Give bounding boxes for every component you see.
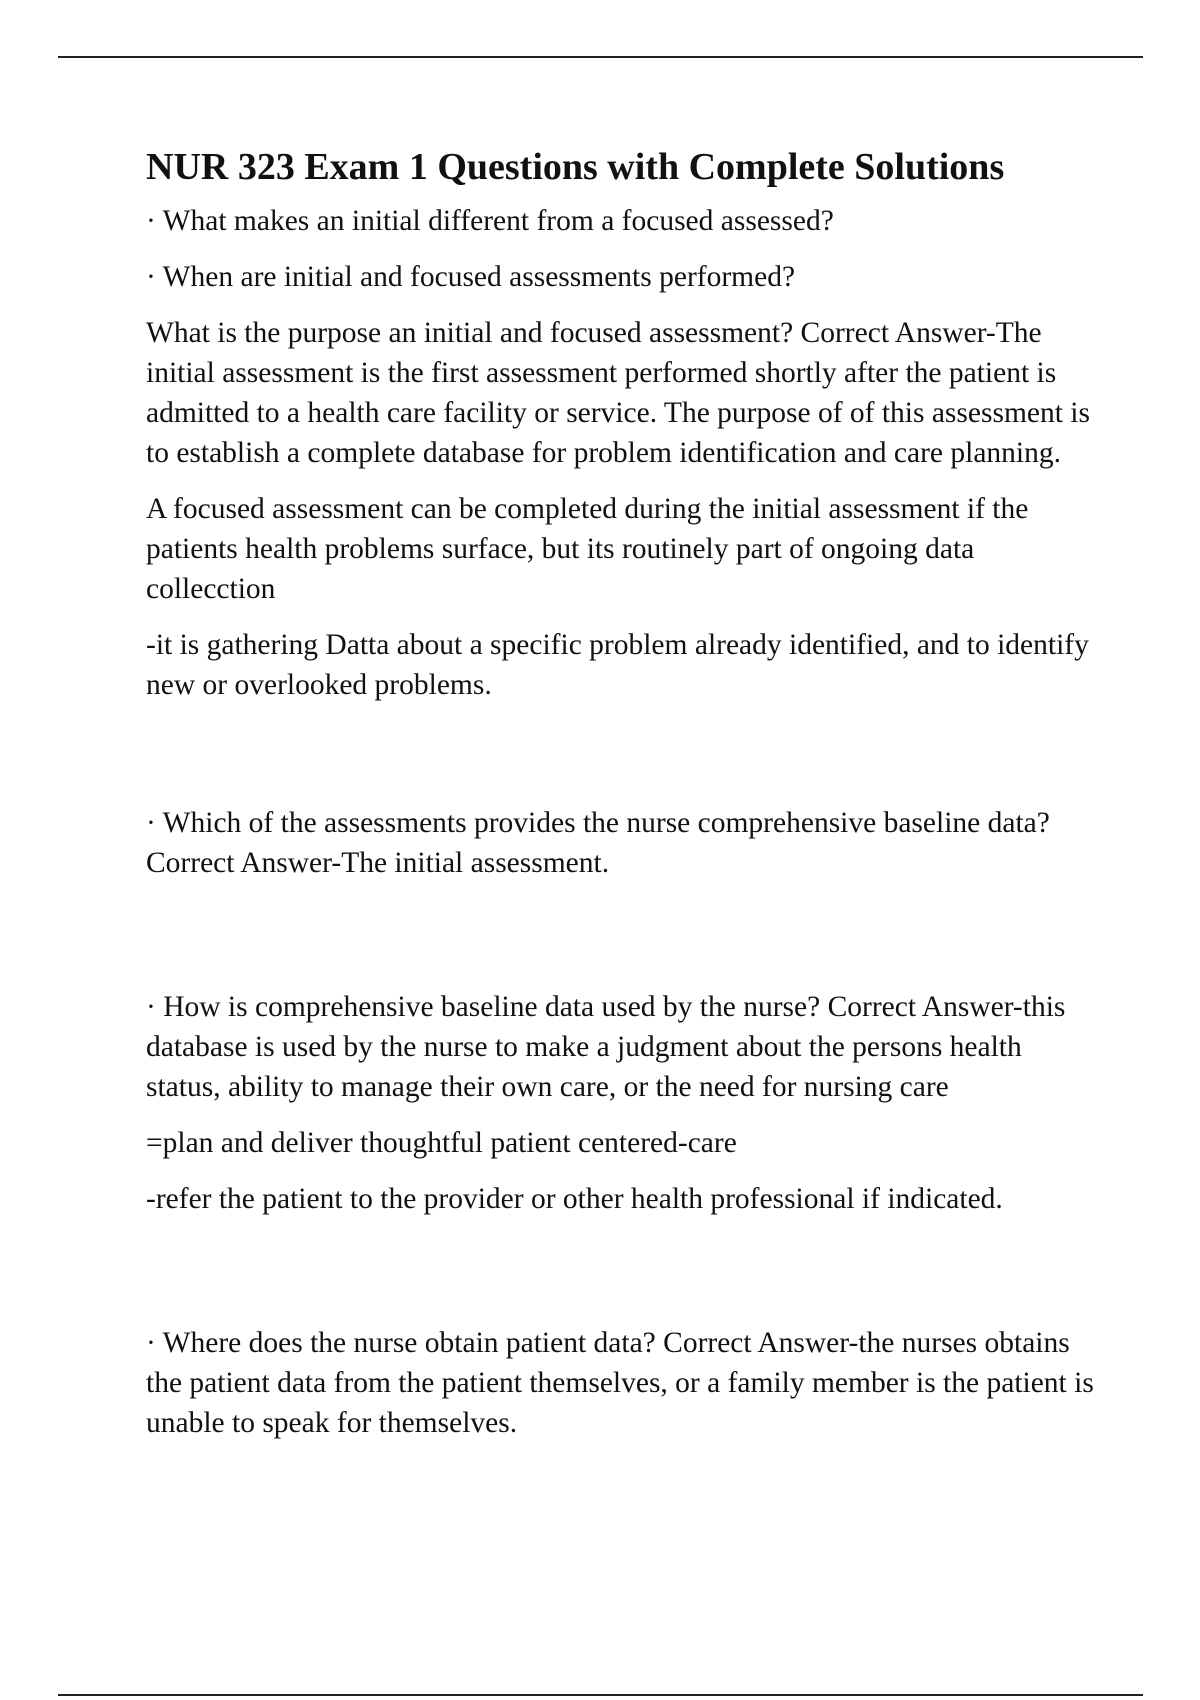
question-paragraph: · What makes an initial different from a focused assessed? (146, 205, 834, 237)
document-title: NUR 323 Exam 1 Questions with Complete Solutions (146, 146, 1005, 188)
question-paragraph: · Where does the nurse obtain patient data? Correct Answer-the nurses obtains the patient data from the patient themselves, or a family member is the patient is unable to speak for themselves. (146, 1327, 1094, 1439)
section-spacer (146, 899, 1096, 987)
section-spacer (146, 1235, 1096, 1323)
answer-paragraph: -refer the patient to the provider or other health professional if indicated. (146, 1183, 1003, 1215)
answer-paragraph: -it is gathering Datta about a specific problem already identified, and to identify new or overlooked problems. (146, 629, 1089, 701)
document-body (146, 144, 1096, 1459)
section-spacer (146, 721, 1096, 803)
question-paragraph: · When are initial and focused assessments performed? (146, 261, 796, 293)
answer-paragraph: =plan and deliver thoughtful patient centered-care (146, 1127, 737, 1159)
bottom-rule (58, 1694, 1143, 1696)
answer-paragraph: A focused assessment can be completed during the initial assessment if the patients health problems surface, but its routinely part of ongoing data collecction (146, 493, 1029, 605)
top-rule (58, 56, 1143, 58)
question-paragraph: · Which of the assessments provides the nurse comprehensive baseline data? Correct Answer-The initial assessment. (146, 807, 1050, 879)
answer-paragraph: What is the purpose an initial and focused assessment? Correct Answer-The initial assessment is the first assessment performed shortly after the patient is admitted to a health care facility or service. The purpose of of this assessment is to establish a complete database for problem identification and care planning. (146, 317, 1090, 469)
question-paragraph: · How is comprehensive baseline data used by the nurse? Correct Answer-this database is used by the nurse to make a judgment about the persons health status, ability to manage their own care, or the need for nursing care (146, 991, 1066, 1103)
